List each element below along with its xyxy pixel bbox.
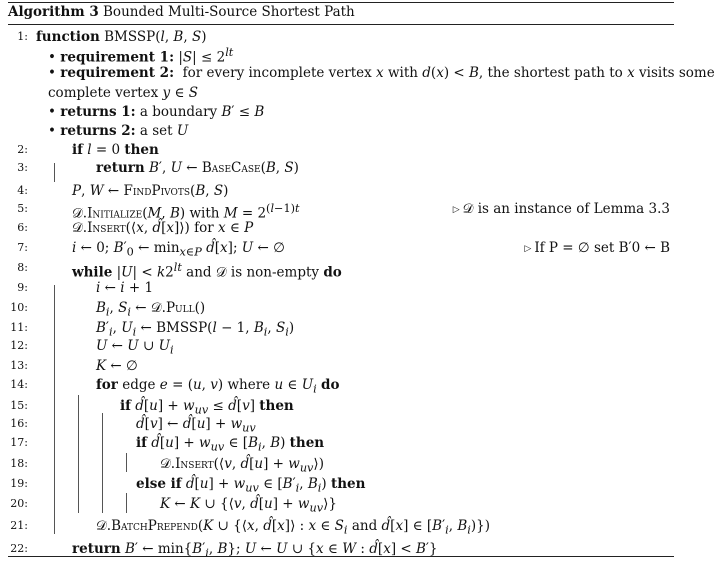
- line-code: if l = 0 then: [72, 142, 159, 158]
- algorithm-line: [0, 238, 680, 258]
- bottom-rule: [8, 556, 674, 557]
- line-number: 14:: [10, 378, 28, 391]
- line-number: 10:: [10, 301, 28, 314]
- line-number: 18:: [10, 457, 28, 470]
- line-code: for edge e = (u, v) where u ∈ $U_i$ do: [96, 377, 340, 396]
- line-code: return B′, U ← BaseCase(B, S): [96, 160, 299, 176]
- indent-guide-line: [102, 413, 103, 513]
- line-code: 𝒟.BatchPrepend(K ∪ {⟨x, d̂[x]⟩ : x ∈ $S_i$ and d̂[x] ∈ [$B'_i$, $B_i$)}): [96, 518, 491, 537]
- line-code: i ← 0; $B'_0$ ← $\min_{x\in P}$ d̂[x]; U ← ∅: [72, 240, 285, 259]
- line-number: 6:: [17, 221, 28, 234]
- line-number: 2:: [17, 143, 28, 156]
- line-code: while $|U| < k2^{lt}$ and 𝒟 is non-empty do: [72, 261, 342, 281]
- line-code: U ← U ∪ $U_i$: [96, 338, 174, 357]
- algorithm-line: [0, 356, 680, 376]
- algorithm-line: [0, 298, 680, 318]
- line-code: • returns 2: a set U: [48, 123, 189, 139]
- line-number: 11:: [10, 321, 28, 334]
- title-rule: [8, 24, 674, 25]
- line-code: • requirement 1: $|S| \le 2^{lt}$: [48, 46, 234, 66]
- line-number: 7:: [17, 241, 28, 254]
- comment-text: 𝒟 is an instance of Lemma 3.3: [462, 201, 670, 217]
- comment-text: If P = ∅ set B′0 ← B: [534, 240, 670, 256]
- algorithm-line: [0, 278, 680, 298]
- algorithm-line: [0, 199, 680, 222]
- line-code: $B'_i$, $U_i$ ← BMSSP(l − 1, $B_i$, $S_i$): [96, 320, 295, 339]
- algorithm-title: [8, 4, 355, 20]
- line-number: 17:: [10, 436, 28, 449]
- algorithm-line: [0, 516, 680, 536]
- algorithm-line: [0, 43, 680, 66]
- line-number: 20:: [10, 497, 28, 510]
- algorithm-line: [0, 121, 680, 141]
- line-code: if d̂[u] + $w_{uv}$ ∈ [$B_i$, B) then: [136, 435, 325, 454]
- algorithm-label: Algorithm 3: [8, 4, 99, 20]
- line-code: K ← ∅: [96, 358, 138, 374]
- line-code: $B_i$, $S_i$ ← 𝒟.Pull(): [96, 300, 206, 319]
- line-code: i ← i + 1: [96, 280, 154, 296]
- line-number: 5:: [17, 202, 28, 215]
- indent-guide-line: [54, 163, 55, 182]
- algorithm-line: [0, 218, 680, 238]
- algorithm-name: Bounded Multi-Source Shortest Path: [103, 4, 355, 20]
- indent-guide-line: [126, 493, 127, 513]
- line-number: 13:: [10, 359, 28, 372]
- algorithm-line: [0, 318, 680, 338]
- line-code: P, W ← FindPivots(B, S): [72, 183, 229, 199]
- line-number: 16:: [10, 417, 28, 430]
- line-code: function BMSSP(l, B, S): [36, 29, 207, 45]
- line-number: 15:: [10, 399, 28, 412]
- line-code: complete vertex y ∈ S: [48, 85, 199, 101]
- indent-guide-line: [54, 285, 55, 534]
- line-number: 3:: [17, 161, 28, 174]
- indent-guide-line: [78, 395, 79, 513]
- line-code: return B′ ← $\min\{B'_i$, B}; U ← U ∪ {x ∈ W : d̂[x] < B′}: [72, 541, 438, 560]
- line-number: 19:: [10, 477, 28, 490]
- indent-guide-line: [126, 453, 127, 472]
- line-code: 𝒟.Insert(⟨x, d̂[x]⟩) for x ∈ P: [72, 220, 254, 236]
- line-number: 1:: [17, 30, 28, 43]
- algorithm-line: [0, 181, 680, 201]
- line-code: • requirement 2: for every incomplete vertex x with d(x) < B, the shortest path to x visits some: [48, 65, 715, 81]
- line-number: 22:: [10, 542, 28, 555]
- line-code: if d̂[u] + $w_{uv}$ ≤ d̂[v] then: [120, 398, 294, 417]
- line-code: else if d̂[u] + $w_{uv}$ ∈ [$B'_i$, $B_i$) then: [136, 476, 366, 495]
- comment-triangle-icon: ▷: [452, 205, 460, 215]
- algorithm-line: [0, 102, 680, 122]
- algorithm-line: [0, 140, 680, 160]
- line-number: 9:: [17, 281, 28, 294]
- line-code: • returns 1: a boundary B′ ≤ B: [48, 104, 265, 120]
- line-number: 12:: [10, 339, 28, 352]
- line-number: 8:: [17, 261, 28, 274]
- line-comment: [524, 238, 670, 260]
- algorithm-line: [0, 375, 680, 395]
- line-code: K ← K ∪ {⟨v, d̂[u] + $w_{uv}⟩$}: [160, 496, 337, 515]
- algorithm-line: [0, 63, 715, 83]
- algorithm-line: [0, 83, 680, 103]
- comment-triangle-icon: ▷: [524, 244, 532, 254]
- top-rule: [8, 2, 674, 3]
- line-code: 𝒟.Initialize(M, B) with $M = 2^{(l-1)t}$: [72, 202, 300, 222]
- line-code: d̂[v] ← d̂[u] + $w_{uv}$: [136, 416, 256, 435]
- line-code: 𝒟.Insert(⟨v, d̂[u] + $w_{uv}⟩$): [160, 456, 324, 475]
- line-number: 4:: [17, 184, 28, 197]
- algorithm-line: [0, 158, 680, 178]
- algorithm-line: [0, 258, 680, 281]
- algorithm-line: [0, 336, 680, 356]
- line-number: 21:: [10, 519, 28, 532]
